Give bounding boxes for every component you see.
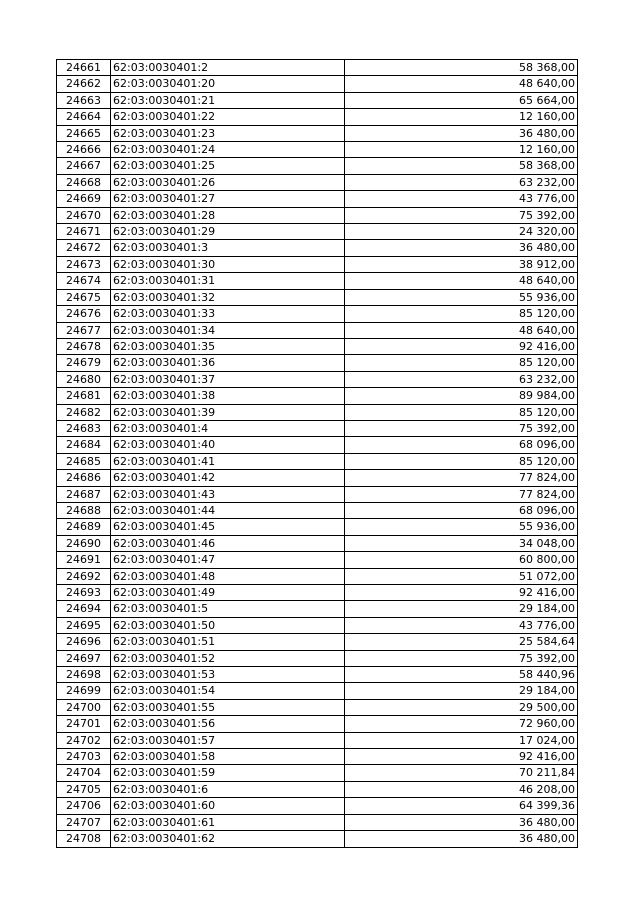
cadastral-number-cell: 62:03:0030401:59 <box>111 765 345 781</box>
table-row <box>57 76 578 92</box>
table-row <box>57 125 578 141</box>
row-number-cell: 24686 <box>57 470 111 486</box>
row-number-cell: 24685 <box>57 453 111 469</box>
cadastral-number-cell: 62:03:0030401:30 <box>111 256 345 272</box>
table-row <box>57 683 578 699</box>
cadastral-number-cell: 62:03:0030401:31 <box>111 273 345 289</box>
table-row <box>57 355 578 371</box>
cadastral-value-cell: 75 392,00 <box>345 420 578 436</box>
cadastral-number-cell: 62:03:0030401:58 <box>111 749 345 765</box>
row-number-cell: 24691 <box>57 552 111 568</box>
table-row <box>57 338 578 354</box>
table-row <box>57 749 578 765</box>
row-number-cell: 24698 <box>57 667 111 683</box>
cadastral-number-cell: 62:03:0030401:46 <box>111 535 345 551</box>
table-row <box>57 765 578 781</box>
cadastral-number-cell: 62:03:0030401:20 <box>111 76 345 92</box>
row-number-cell: 24704 <box>57 765 111 781</box>
cadastral-number-cell: 62:03:0030401:29 <box>111 224 345 240</box>
table-row <box>57 388 578 404</box>
table-row <box>57 191 578 207</box>
cadastral-value-cell: 55 936,00 <box>345 289 578 305</box>
row-number-cell: 24663 <box>57 92 111 108</box>
row-number-cell: 24678 <box>57 338 111 354</box>
cadastral-value-cell: 92 416,00 <box>345 338 578 354</box>
cadastral-value-cell: 24 320,00 <box>345 224 578 240</box>
row-number-cell: 24671 <box>57 224 111 240</box>
table-row <box>57 420 578 436</box>
cadastral-number-cell: 62:03:0030401:34 <box>111 322 345 338</box>
table-row <box>57 273 578 289</box>
row-number-cell: 24708 <box>57 831 111 847</box>
row-number-cell: 24703 <box>57 749 111 765</box>
table-row <box>57 732 578 748</box>
cadastral-number-cell: 62:03:0030401:41 <box>111 453 345 469</box>
table-row <box>57 568 578 584</box>
cadastral-value-cell: 68 096,00 <box>345 437 578 453</box>
cadastral-number-cell: 62:03:0030401:24 <box>111 142 345 158</box>
row-number-cell: 24696 <box>57 634 111 650</box>
cadastral-number-cell: 62:03:0030401:42 <box>111 470 345 486</box>
table-row <box>57 781 578 797</box>
cadastral-number-cell: 62:03:0030401:57 <box>111 732 345 748</box>
row-number-cell: 24700 <box>57 699 111 715</box>
table-row <box>57 437 578 453</box>
cadastral-number-cell: 62:03:0030401:62 <box>111 831 345 847</box>
cadastral-number-cell: 62:03:0030401:27 <box>111 191 345 207</box>
cadastral-number-cell: 62:03:0030401:51 <box>111 634 345 650</box>
cadastral-number-cell: 62:03:0030401:54 <box>111 683 345 699</box>
table-row <box>57 404 578 420</box>
cadastral-value-cell: 25 584,64 <box>345 634 578 650</box>
cadastral-number-cell: 62:03:0030401:38 <box>111 388 345 404</box>
cadastral-number-cell: 62:03:0030401:25 <box>111 158 345 174</box>
cadastral-number-cell: 62:03:0030401:50 <box>111 617 345 633</box>
row-number-cell: 24674 <box>57 273 111 289</box>
row-number-cell: 24664 <box>57 109 111 125</box>
cadastral-value-cell: 60 800,00 <box>345 552 578 568</box>
table-row <box>57 552 578 568</box>
table-row <box>57 486 578 502</box>
cadastral-value-cell: 12 160,00 <box>345 142 578 158</box>
cadastral-number-cell: 62:03:0030401:32 <box>111 289 345 305</box>
cadastral-value-cell: 36 480,00 <box>345 814 578 830</box>
cadastral-number-cell: 62:03:0030401:44 <box>111 502 345 518</box>
table-row <box>57 158 578 174</box>
cadastral-number-cell: 62:03:0030401:43 <box>111 486 345 502</box>
cadastral-value-cell: 63 232,00 <box>345 371 578 387</box>
table-row <box>57 502 578 518</box>
row-number-cell: 24687 <box>57 486 111 502</box>
row-number-cell: 24692 <box>57 568 111 584</box>
cadastral-value-cell: 17 024,00 <box>345 732 578 748</box>
cadastral-number-cell: 62:03:0030401:33 <box>111 306 345 322</box>
table-row <box>57 519 578 535</box>
table-row <box>57 109 578 125</box>
table-row <box>57 289 578 305</box>
row-number-cell: 24665 <box>57 125 111 141</box>
table-row <box>57 831 578 847</box>
row-number-cell: 24666 <box>57 142 111 158</box>
cadastral-value-cell: 58 368,00 <box>345 158 578 174</box>
cadastral-value-cell: 85 120,00 <box>345 404 578 420</box>
row-number-cell: 24676 <box>57 306 111 322</box>
cadastral-value-cell: 36 480,00 <box>345 240 578 256</box>
row-number-cell: 24702 <box>57 732 111 748</box>
cadastral-number-cell: 62:03:0030401:28 <box>111 207 345 223</box>
table-row <box>57 240 578 256</box>
table-row <box>57 716 578 732</box>
row-number-cell: 24672 <box>57 240 111 256</box>
cadastral-number-cell: 62:03:0030401:37 <box>111 371 345 387</box>
cadastral-number-cell: 62:03:0030401:55 <box>111 699 345 715</box>
cadastral-number-cell: 62:03:0030401:2 <box>111 60 345 76</box>
cadastral-number-cell: 62:03:0030401:23 <box>111 125 345 141</box>
row-number-cell: 24681 <box>57 388 111 404</box>
row-number-cell: 24662 <box>57 76 111 92</box>
cadastral-number-cell: 62:03:0030401:40 <box>111 437 345 453</box>
table-row <box>57 306 578 322</box>
cadastral-value-cell: 43 776,00 <box>345 191 578 207</box>
table-row <box>57 585 578 601</box>
cadastral-value-cell: 85 120,00 <box>345 306 578 322</box>
row-number-cell: 24705 <box>57 781 111 797</box>
cadastral-number-cell: 62:03:0030401:52 <box>111 650 345 666</box>
row-number-cell: 24707 <box>57 814 111 830</box>
table-row <box>57 814 578 830</box>
cadastral-value-cell: 29 500,00 <box>345 699 578 715</box>
cadastral-value-cell: 65 664,00 <box>345 92 578 108</box>
cadastral-value-cell: 72 960,00 <box>345 716 578 732</box>
cadastral-number-cell: 62:03:0030401:53 <box>111 667 345 683</box>
cadastral-value-cell: 85 120,00 <box>345 453 578 469</box>
cadastral-number-cell: 62:03:0030401:35 <box>111 338 345 354</box>
cadastral-value-cell: 70 211,84 <box>345 765 578 781</box>
cadastral-number-cell: 62:03:0030401:26 <box>111 174 345 190</box>
cadastral-number-cell: 62:03:0030401:48 <box>111 568 345 584</box>
cadastral-value-cell: 48 640,00 <box>345 322 578 338</box>
table-row <box>57 601 578 617</box>
cadastral-value-cell: 34 048,00 <box>345 535 578 551</box>
row-number-cell: 24697 <box>57 650 111 666</box>
row-number-cell: 24675 <box>57 289 111 305</box>
table-row <box>57 60 578 76</box>
cadastral-number-cell: 62:03:0030401:4 <box>111 420 345 436</box>
row-number-cell: 24694 <box>57 601 111 617</box>
row-number-cell: 24695 <box>57 617 111 633</box>
cadastral-value-cell: 48 640,00 <box>345 273 578 289</box>
row-number-cell: 24680 <box>57 371 111 387</box>
table-row <box>57 798 578 814</box>
cadastral-value-cell: 77 824,00 <box>345 486 578 502</box>
table-row <box>57 207 578 223</box>
table-row <box>57 535 578 551</box>
cadastral-value-cell: 64 399,36 <box>345 798 578 814</box>
row-number-cell: 24684 <box>57 437 111 453</box>
cadastral-number-cell: 62:03:0030401:47 <box>111 552 345 568</box>
cadastral-value-cell: 43 776,00 <box>345 617 578 633</box>
table-row <box>57 470 578 486</box>
table-row <box>57 224 578 240</box>
cadastral-value-cell: 63 232,00 <box>345 174 578 190</box>
table-row <box>57 699 578 715</box>
row-number-cell: 24668 <box>57 174 111 190</box>
row-number-cell: 24706 <box>57 798 111 814</box>
cadastral-value-cell: 46 208,00 <box>345 781 578 797</box>
row-number-cell: 24683 <box>57 420 111 436</box>
row-number-cell: 24689 <box>57 519 111 535</box>
cadastral-value-cell: 55 936,00 <box>345 519 578 535</box>
cadastral-value-cell: 92 416,00 <box>345 585 578 601</box>
cadastral-number-cell: 62:03:0030401:49 <box>111 585 345 601</box>
row-number-cell: 24661 <box>57 60 111 76</box>
cadastral-number-cell: 62:03:0030401:56 <box>111 716 345 732</box>
cadastral-number-cell: 62:03:0030401:36 <box>111 355 345 371</box>
table-body <box>57 60 578 848</box>
cadastral-number-cell: 62:03:0030401:39 <box>111 404 345 420</box>
cadastral-value-cell: 48 640,00 <box>345 76 578 92</box>
table-row <box>57 142 578 158</box>
row-number-cell: 24699 <box>57 683 111 699</box>
row-number-cell: 24679 <box>57 355 111 371</box>
cadastral-value-cell: 92 416,00 <box>345 749 578 765</box>
cadastral-value-cell: 58 440,96 <box>345 667 578 683</box>
row-number-cell: 24673 <box>57 256 111 272</box>
table-row <box>57 453 578 469</box>
cadastral-value-cell: 85 120,00 <box>345 355 578 371</box>
table-row <box>57 322 578 338</box>
table-row <box>57 92 578 108</box>
cadastral-value-cell: 38 912,00 <box>345 256 578 272</box>
table-row <box>57 256 578 272</box>
cadastral-value-cell: 77 824,00 <box>345 470 578 486</box>
cadastral-number-cell: 62:03:0030401:22 <box>111 109 345 125</box>
table-row <box>57 174 578 190</box>
row-number-cell: 24688 <box>57 502 111 518</box>
cadastral-value-cell: 36 480,00 <box>345 125 578 141</box>
cadastral-value-cell: 75 392,00 <box>345 207 578 223</box>
cadastral-value-cell: 58 368,00 <box>345 60 578 76</box>
cadastral-number-cell: 62:03:0030401:45 <box>111 519 345 535</box>
row-number-cell: 24667 <box>57 158 111 174</box>
row-number-cell: 24701 <box>57 716 111 732</box>
table-row <box>57 371 578 387</box>
cadastral-value-cell: 51 072,00 <box>345 568 578 584</box>
table-row <box>57 634 578 650</box>
cadastral-value-cell: 89 984,00 <box>345 388 578 404</box>
cadastral-value-cell: 12 160,00 <box>345 109 578 125</box>
cadastral-value-cell: 68 096,00 <box>345 502 578 518</box>
table-row <box>57 617 578 633</box>
cadastral-value-cell: 29 184,00 <box>345 601 578 617</box>
cadastral-value-cell: 75 392,00 <box>345 650 578 666</box>
cadastral-value-cell: 29 184,00 <box>345 683 578 699</box>
cadastral-number-cell: 62:03:0030401:6 <box>111 781 345 797</box>
table-row <box>57 650 578 666</box>
row-number-cell: 24670 <box>57 207 111 223</box>
row-number-cell: 24693 <box>57 585 111 601</box>
row-number-cell: 24682 <box>57 404 111 420</box>
cadastral-number-cell: 62:03:0030401:21 <box>111 92 345 108</box>
row-number-cell: 24677 <box>57 322 111 338</box>
cadastral-number-cell: 62:03:0030401:61 <box>111 814 345 830</box>
cadastral-value-cell: 36 480,00 <box>345 831 578 847</box>
cadastral-number-cell: 62:03:0030401:5 <box>111 601 345 617</box>
row-number-cell: 24669 <box>57 191 111 207</box>
table-row <box>57 667 578 683</box>
cadastral-number-cell: 62:03:0030401:3 <box>111 240 345 256</box>
row-number-cell: 24690 <box>57 535 111 551</box>
cadastral-value-table <box>56 59 578 848</box>
cadastral-number-cell: 62:03:0030401:60 <box>111 798 345 814</box>
